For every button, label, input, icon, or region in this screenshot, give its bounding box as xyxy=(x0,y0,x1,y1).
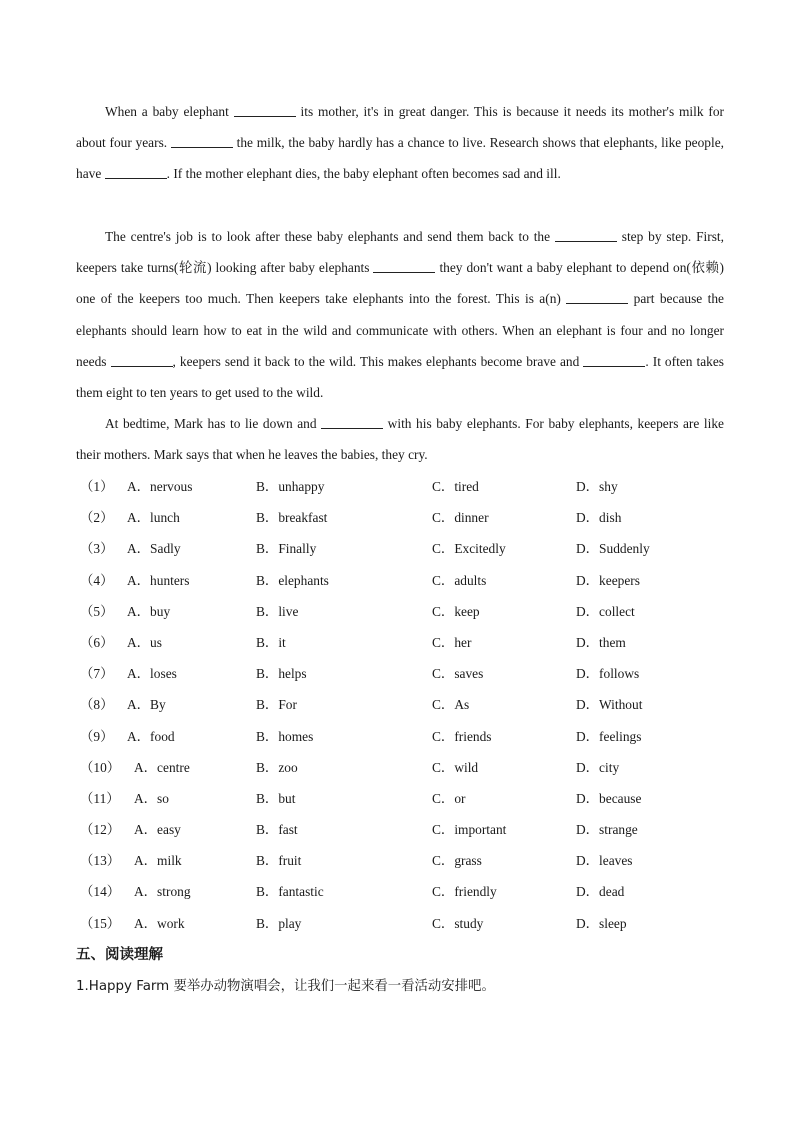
option-b[interactable]: B．play xyxy=(256,915,302,931)
option-d[interactable]: D．collect xyxy=(576,603,635,619)
option-a[interactable]: A．By xyxy=(127,697,166,713)
option-c[interactable]: C．friendly xyxy=(432,884,497,900)
option-row xyxy=(76,565,736,596)
p2-text-6: . It often takes them eight to ten years to get used to the wild. xyxy=(76,353,724,401)
p2-text-1: The centre's job is to look after these baby elephants and send them back to the xyxy=(105,229,551,244)
question-number: （3） xyxy=(80,541,114,557)
option-c[interactable]: C．study xyxy=(432,915,484,931)
answer-blank-8[interactable] xyxy=(583,353,645,367)
option-b[interactable]: B．live xyxy=(256,603,299,619)
answer-blank-3[interactable] xyxy=(105,165,167,179)
question-number: （13） xyxy=(80,853,121,869)
section-title: 五、阅读理解 xyxy=(76,947,163,963)
option-d[interactable]: D．dead xyxy=(576,884,625,900)
option-row xyxy=(76,783,736,814)
option-c[interactable]: C．tired xyxy=(432,479,479,494)
question-number: （7） xyxy=(80,666,114,682)
option-c[interactable]: C．saves xyxy=(432,666,484,682)
option-b[interactable]: B．but xyxy=(256,790,296,806)
option-b[interactable]: B．Finally xyxy=(256,541,317,557)
p1-text-2: its mother, it's in great danger. This is because it needs its mother's milk for about four years. xyxy=(76,104,724,151)
option-a[interactable]: A．strong xyxy=(134,884,191,900)
option-row xyxy=(76,627,736,658)
option-a[interactable]: A．so xyxy=(134,790,169,806)
p1-text-1: When a baby elephant xyxy=(105,104,229,119)
option-a[interactable]: A．Sadly xyxy=(127,541,181,557)
option-d[interactable]: D．keepers xyxy=(576,572,640,588)
option-d[interactable]: D．because xyxy=(576,790,642,806)
answer-blank-6[interactable] xyxy=(566,290,628,304)
p3-text-2: with his baby elephants. For baby elephants, keepers are like their mothers. Mark says that when he leaves the babies, they cry. xyxy=(76,416,724,463)
answer-blank-1[interactable] xyxy=(234,103,296,117)
question-number: （5） xyxy=(80,603,114,619)
option-b[interactable]: B．helps xyxy=(256,666,307,682)
option-a[interactable]: A．hunters xyxy=(127,572,190,588)
option-c[interactable]: C．grass xyxy=(432,853,482,869)
p3-text-1: At bedtime, Mark has to lie down and xyxy=(105,416,317,431)
option-d[interactable]: D．strange xyxy=(576,822,638,838)
answer-blank-7[interactable] xyxy=(111,353,173,367)
option-d[interactable]: D．dish xyxy=(576,510,622,526)
option-c[interactable]: C．her xyxy=(432,634,472,650)
option-b[interactable]: B．breakfast xyxy=(256,510,328,526)
option-d[interactable]: D．feelings xyxy=(576,728,642,744)
question-number: （10） xyxy=(80,759,121,775)
option-row xyxy=(76,658,736,689)
option-a[interactable]: A．buy xyxy=(127,603,171,619)
option-d[interactable]: D．Suddenly xyxy=(576,541,650,557)
option-b[interactable]: B．For xyxy=(256,697,297,713)
answer-blank-4[interactable] xyxy=(555,228,617,242)
option-row xyxy=(76,814,736,845)
option-d[interactable]: D．them xyxy=(576,634,626,650)
answer-blank-5[interactable] xyxy=(373,259,435,273)
option-b[interactable]: B．fruit xyxy=(256,853,302,869)
option-b[interactable]: B．homes xyxy=(256,728,314,744)
option-c[interactable]: C．As xyxy=(432,697,470,713)
p1-text-3: the milk, the baby hardly has a chance to live. Research shows that elephants, like people, have xyxy=(76,135,725,182)
option-d[interactable]: D．sleep xyxy=(576,915,627,931)
option-b[interactable]: B．zoo xyxy=(256,759,298,775)
option-row xyxy=(76,596,736,627)
option-c[interactable]: C．wild xyxy=(432,759,479,775)
passage-paragraph-1 xyxy=(76,96,724,190)
option-d[interactable]: D．leaves xyxy=(576,853,633,869)
option-row xyxy=(76,533,736,564)
answer-blank-2[interactable] xyxy=(171,134,233,148)
option-a[interactable]: A．milk xyxy=(134,853,182,869)
option-a[interactable]: A．easy xyxy=(134,822,181,838)
option-a[interactable]: A．loses xyxy=(127,666,177,682)
option-row xyxy=(76,502,736,533)
question-number: （6） xyxy=(80,634,114,650)
option-b[interactable]: B．fantastic xyxy=(256,884,324,900)
passage-paragraph-2 xyxy=(76,221,724,408)
option-row xyxy=(76,471,736,502)
option-row xyxy=(76,876,736,907)
option-b[interactable]: B．it xyxy=(256,634,286,650)
option-b[interactable]: B．fast xyxy=(256,822,298,838)
question-number: （12） xyxy=(80,822,121,838)
option-a[interactable]: A．work xyxy=(134,915,185,931)
answer-blank-9[interactable] xyxy=(321,415,383,429)
p2-text-2: step by step. First, keepers take turns(轮流) looking after baby elephants xyxy=(76,229,724,276)
option-c[interactable]: C．friends xyxy=(432,728,492,744)
option-b[interactable]: B．unhappy xyxy=(256,479,325,494)
option-row xyxy=(76,721,736,752)
option-d[interactable]: D．follows xyxy=(576,666,640,682)
option-c[interactable]: C．adults xyxy=(432,572,487,588)
option-a[interactable]: A．centre xyxy=(134,759,190,775)
option-c[interactable]: C．or xyxy=(432,790,466,806)
options-list xyxy=(76,471,736,939)
question-1-prompt: 1.Happy Farm 要举办动物演唱会，让我们一起来看一看活动安排吧。 xyxy=(76,979,495,994)
option-a[interactable]: A．food xyxy=(127,728,175,744)
option-c[interactable]: C．important xyxy=(432,822,507,838)
option-row xyxy=(76,908,736,939)
option-c[interactable]: C．Excitedly xyxy=(432,541,506,557)
p1-text-4: . If the mother elephant dies, the baby elephant often becomes sad and ill. xyxy=(166,166,561,182)
question-number: （2） xyxy=(80,510,114,526)
question-number: （14） xyxy=(80,884,121,900)
option-a[interactable]: A．lunch xyxy=(127,510,180,526)
question-number: （9） xyxy=(80,728,114,744)
option-c[interactable]: C．dinner xyxy=(432,510,489,526)
p2-text-3: they don't want a baby elephant to depend on(依赖) one of the keepers too much. Then keepers take elephants into the forest. This is a(n) xyxy=(76,260,724,307)
option-d[interactable]: D．shy xyxy=(576,479,618,494)
question-number: （15） xyxy=(80,915,121,931)
question-number: （1） xyxy=(80,479,114,494)
option-b[interactable]: B．elephants xyxy=(256,572,329,588)
option-row xyxy=(76,752,736,783)
p2-text-4: part because the elephants should learn how to eat in the wild and communicate with others. When an elephant is four and no longer needs xyxy=(76,291,724,369)
option-a[interactable]: A．us xyxy=(127,634,162,650)
question-number: （11） xyxy=(80,790,120,806)
question-number: （4） xyxy=(80,572,114,588)
option-c[interactable]: C．keep xyxy=(432,603,480,619)
option-row xyxy=(76,689,736,720)
option-row xyxy=(76,845,736,876)
p2-text-5: , keepers send it back to the wild. This makes elephants become brave and xyxy=(172,353,580,369)
passage-paragraph-3 xyxy=(76,408,724,470)
option-d[interactable]: D．Without xyxy=(576,697,643,713)
option-d[interactable]: D．city xyxy=(576,759,620,775)
option-a[interactable]: A．nervous xyxy=(127,479,193,494)
question-number: （8） xyxy=(80,697,114,713)
